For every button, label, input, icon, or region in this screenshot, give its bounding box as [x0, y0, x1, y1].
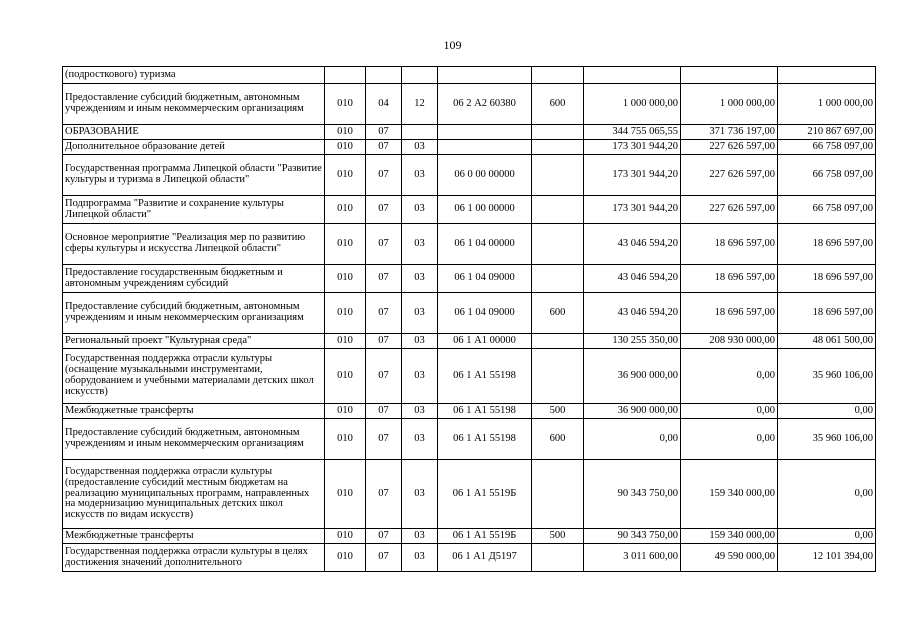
amount-year-2: 208 930 000,00 [681, 334, 778, 349]
amount-year-2: 18 696 597,00 [681, 293, 778, 334]
ministry-code: 010 [325, 334, 366, 349]
amount-year-2: 159 340 000,00 [681, 529, 778, 544]
table-row [63, 404, 876, 419]
expense-type-code [532, 155, 584, 196]
expense-type-code [532, 67, 584, 84]
budget-table [62, 66, 876, 572]
amount-year-1 [584, 67, 681, 84]
ministry-code: 010 [325, 419, 366, 460]
expense-type-code [532, 125, 584, 140]
table-row [63, 529, 876, 544]
amount-year-2: 18 696 597,00 [681, 224, 778, 265]
target-article-code: 06 1 А1 Д5197 [438, 544, 532, 572]
table-row [63, 84, 876, 125]
amount-year-2 [681, 67, 778, 84]
row-name: (подросткового) туризма [63, 67, 325, 84]
table-row [63, 349, 876, 404]
subsection-code [402, 125, 438, 140]
row-name: Региональный проект "Культурная среда" [63, 334, 325, 349]
section-code: 07 [366, 155, 402, 196]
subsection-code: 03 [402, 196, 438, 224]
amount-year-1: 90 343 750,00 [584, 529, 681, 544]
amount-year-1: 90 343 750,00 [584, 460, 681, 529]
amount-year-2: 0,00 [681, 404, 778, 419]
row-name: Государственная поддержка отрасли культуры (предоставление субсидий местным бюджетам на реализацию муниципальных программ, направленных на модернизацию муниципальных детских школ искусств по видам искусств) [63, 460, 325, 529]
ministry-code: 010 [325, 140, 366, 155]
table-row [63, 265, 876, 293]
ministry-code: 010 [325, 84, 366, 125]
section-code: 07 [366, 196, 402, 224]
amount-year-3: 66 758 097,00 [778, 155, 876, 196]
amount-year-3: 0,00 [778, 404, 876, 419]
target-article-code: 06 1 А1 5519Б [438, 529, 532, 544]
amount-year-1: 130 255 350,00 [584, 334, 681, 349]
amount-year-1: 43 046 594,20 [584, 293, 681, 334]
target-article-code: 06 1 А1 55198 [438, 349, 532, 404]
expense-type-code [532, 265, 584, 293]
page-number: 109 [443, 38, 462, 52]
amount-year-1: 1 000 000,00 [584, 84, 681, 125]
table-row [63, 155, 876, 196]
amount-year-2: 18 696 597,00 [681, 265, 778, 293]
row-name: Предоставление государственным бюджетным и автономным учреждениям субсидий [63, 265, 325, 293]
expense-type-code [532, 196, 584, 224]
ministry-code: 010 [325, 293, 366, 334]
table-row [63, 293, 876, 334]
table-row [63, 125, 876, 140]
budget-table-body [63, 67, 876, 572]
table-row [63, 334, 876, 349]
section-code [366, 67, 402, 84]
subsection-code: 03 [402, 349, 438, 404]
section-code: 07 [366, 140, 402, 155]
ministry-code: 010 [325, 404, 366, 419]
amount-year-2: 1 000 000,00 [681, 84, 778, 125]
amount-year-3: 18 696 597,00 [778, 265, 876, 293]
expense-type-code [532, 224, 584, 265]
amount-year-1: 36 900 000,00 [584, 404, 681, 419]
subsection-code: 03 [402, 419, 438, 460]
target-article-code [438, 125, 532, 140]
target-article-code [438, 67, 532, 84]
row-name: Предоставление субсидий бюджетным, автономным учреждениям и иным некоммерческим организациям [63, 293, 325, 334]
target-article-code: 06 1 А1 00000 [438, 334, 532, 349]
table-row [63, 460, 876, 529]
table-row [63, 140, 876, 155]
table-row [63, 67, 876, 84]
expense-type-code: 600 [532, 84, 584, 125]
amount-year-1: 43 046 594,20 [584, 265, 681, 293]
amount-year-1: 173 301 944,20 [584, 196, 681, 224]
amount-year-1: 3 011 600,00 [584, 544, 681, 572]
section-code: 07 [366, 334, 402, 349]
amount-year-3: 35 960 106,00 [778, 419, 876, 460]
amount-year-3: 66 758 097,00 [778, 196, 876, 224]
row-name: Подпрограмма "Развитие и сохранение культуры Липецкой области" [63, 196, 325, 224]
expense-type-code [532, 460, 584, 529]
row-name: Межбюджетные трансферты [63, 529, 325, 544]
row-name: Основное мероприятие "Реализация мер по развитию сферы культуры и искусства Липецкой области" [63, 224, 325, 265]
expense-type-code [532, 140, 584, 155]
amount-year-2: 227 626 597,00 [681, 140, 778, 155]
row-name: Межбюджетные трансферты [63, 404, 325, 419]
amount-year-1: 36 900 000,00 [584, 349, 681, 404]
target-article-code: 06 1 04 00000 [438, 224, 532, 265]
amount-year-2: 227 626 597,00 [681, 155, 778, 196]
subsection-code: 03 [402, 460, 438, 529]
table-row [63, 544, 876, 572]
section-code: 07 [366, 460, 402, 529]
table-row [63, 419, 876, 460]
ministry-code: 010 [325, 224, 366, 265]
expense-type-code [532, 349, 584, 404]
amount-year-3: 66 758 097,00 [778, 140, 876, 155]
expense-type-code: 600 [532, 293, 584, 334]
amount-year-2: 0,00 [681, 349, 778, 404]
amount-year-3: 210 867 697,00 [778, 125, 876, 140]
amount-year-3: 1 000 000,00 [778, 84, 876, 125]
section-code: 07 [366, 224, 402, 265]
subsection-code: 03 [402, 404, 438, 419]
amount-year-3 [778, 67, 876, 84]
amount-year-1: 173 301 944,20 [584, 155, 681, 196]
target-article-code: 06 1 А1 5519Б [438, 460, 532, 529]
section-code: 04 [366, 84, 402, 125]
amount-year-1: 43 046 594,20 [584, 224, 681, 265]
subsection-code: 03 [402, 529, 438, 544]
amount-year-3: 18 696 597,00 [778, 224, 876, 265]
amount-year-2: 371 736 197,00 [681, 125, 778, 140]
amount-year-3: 48 061 500,00 [778, 334, 876, 349]
target-article-code: 06 0 00 00000 [438, 155, 532, 196]
row-name: Предоставление субсидий бюджетным, автономным учреждениям и иным некоммерческим организациям [63, 419, 325, 460]
expense-type-code [532, 334, 584, 349]
ministry-code: 010 [325, 265, 366, 293]
ministry-code: 010 [325, 544, 366, 572]
ministry-code [325, 67, 366, 84]
subsection-code: 03 [402, 224, 438, 265]
ministry-code: 010 [325, 155, 366, 196]
amount-year-3: 0,00 [778, 460, 876, 529]
amount-year-1: 344 755 065,55 [584, 125, 681, 140]
ministry-code: 010 [325, 125, 366, 140]
expense-type-code: 600 [532, 419, 584, 460]
subsection-code: 03 [402, 155, 438, 196]
section-code: 07 [366, 349, 402, 404]
table-row [63, 224, 876, 265]
section-code: 07 [366, 419, 402, 460]
amount-year-3: 12 101 394,00 [778, 544, 876, 572]
row-name: Дополнительное образование детей [63, 140, 325, 155]
subsection-code: 03 [402, 544, 438, 572]
section-code: 07 [366, 265, 402, 293]
amount-year-3: 18 696 597,00 [778, 293, 876, 334]
row-name: Государственная поддержка отрасли культуры (оснащение музыкальными инструментами, оборудованием и учебными материалами детских школ искусств) [63, 349, 325, 404]
amount-year-1: 173 301 944,20 [584, 140, 681, 155]
ministry-code: 010 [325, 349, 366, 404]
row-name: Предоставление субсидий бюджетным, автономным учреждениям и иным некоммерческим организациям [63, 84, 325, 125]
expense-type-code [532, 544, 584, 572]
target-article-code: 06 1 04 09000 [438, 293, 532, 334]
amount-year-3: 0,00 [778, 529, 876, 544]
subsection-code: 03 [402, 265, 438, 293]
target-article-code: 06 1 04 09000 [438, 265, 532, 293]
row-name: ОБРАЗОВАНИЕ [63, 125, 325, 140]
target-article-code [438, 140, 532, 155]
target-article-code: 06 1 А1 55198 [438, 419, 532, 460]
amount-year-2: 227 626 597,00 [681, 196, 778, 224]
amount-year-2: 49 590 000,00 [681, 544, 778, 572]
amount-year-2: 159 340 000,00 [681, 460, 778, 529]
target-article-code: 06 1 00 00000 [438, 196, 532, 224]
ministry-code: 010 [325, 460, 366, 529]
target-article-code: 06 1 А1 55198 [438, 404, 532, 419]
expense-type-code: 500 [532, 404, 584, 419]
subsection-code: 12 [402, 84, 438, 125]
subsection-code [402, 67, 438, 84]
section-code: 07 [366, 404, 402, 419]
amount-year-3: 35 960 106,00 [778, 349, 876, 404]
row-name: Государственная программа Липецкой области "Развитие культуры и туризма в Липецкой области" [63, 155, 325, 196]
amount-year-2: 0,00 [681, 419, 778, 460]
section-code: 07 [366, 544, 402, 572]
subsection-code: 03 [402, 293, 438, 334]
ministry-code: 010 [325, 196, 366, 224]
section-code: 07 [366, 125, 402, 140]
section-code: 07 [366, 529, 402, 544]
target-article-code: 06 2 А2 60380 [438, 84, 532, 125]
section-code: 07 [366, 293, 402, 334]
ministry-code: 010 [325, 529, 366, 544]
row-name: Государственная поддержка отрасли культуры в целях достижения значений дополнительного [63, 544, 325, 572]
subsection-code: 03 [402, 140, 438, 155]
expense-type-code: 500 [532, 529, 584, 544]
amount-year-1: 0,00 [584, 419, 681, 460]
table-row [63, 196, 876, 224]
subsection-code: 03 [402, 334, 438, 349]
